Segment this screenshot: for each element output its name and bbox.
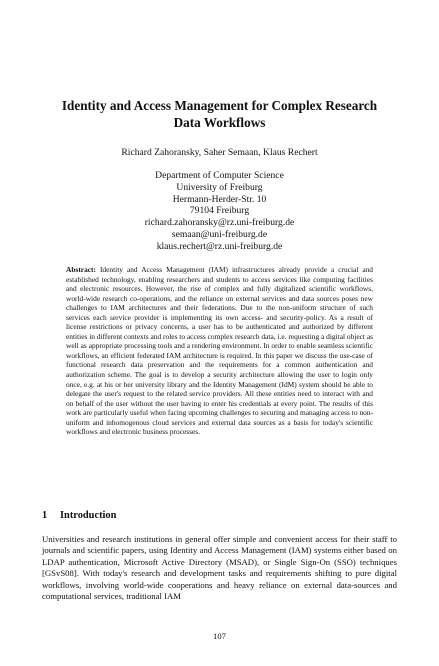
abstract-label: Abstract: <box>66 265 96 274</box>
affiliation-street: Hermann-Herder-Str. 10 <box>172 193 267 205</box>
section-title: Introduction <box>60 510 117 521</box>
author-email-rechert: klaus.rechert@rz.uni-freiburg.de <box>156 240 283 252</box>
page-number: 107 <box>213 631 226 641</box>
affiliation-university: University of Freiburg <box>176 181 263 193</box>
author-email-semaan: semaan@uni-freiburg.de <box>171 228 268 240</box>
author-list: Richard Zahoransky, Saher Semaan, Klaus Rechert <box>121 147 318 158</box>
affiliation-city: 79104 Freiburg <box>189 205 250 217</box>
body-paragraph: Universities and research institutions in general offer simple and convenient access for their staff to journals and scientific papers, using Identity and Access Management (IAM) systems either based on LDAP authentication, Microsoft Active Directory (MSAD), or Single Sign-On (SSO) techniques [GSvS08]. With today's research and development tasks and requirements shifting to pure digital workflows, involving world-wide cooperations and heavy reliance on external data-sources and computational services, traditional IAM <box>42 534 397 602</box>
abstract-text: Identity and Access Management (IAM) infrastructures already provide a crucial and established technology, enabling researchers and students to access services like computing facilities and electronic resources. However, the rise of complex and fully digitalized scientific workflows, world-wide research co-operations, and the reliance on external services and data sources poses new challenges to IAM architectures and their federations. Due to the non-uniform structure of such services each service provider is implementing its own access- and security-policy. As a result of license restrictions or privacy concerns, a user has to be authenticated and authorized by different entities in different contexts and roles to access complex research data, i.e. requesting a digital object as well as appropriate processing tools and a rendering environment. In order to enable seamless scientific workflows, an efficient federated IAM architecture is required. In this paper we discuss the use-case of functional research data preservation and the requirements for a common authentication and authorization scheme. The goal is to develop a security architecture allowing the user to login only once, e.g. at his or her university library and the Identity Management (IdM) system should be able to delegate the user's request to the related service providers. All these entities need to interact with and on behalf of the user without the user having to enter his credentials at every point. The results of this work are particularly useful when facing upcoming challenges to securing and managing access to non-uniform and inhomogenous cloud services and external data sources as a basis for today's scientific workflows and electronic business processes. <box>66 265 373 437</box>
abstract <box>66 265 373 437</box>
title-line-2: Data Workflows <box>173 115 266 130</box>
paper-title <box>40 97 399 131</box>
author-email-zahoransky: richard.zahoransky@rz.uni-freiburg.de <box>144 217 295 229</box>
section-heading <box>42 509 397 522</box>
affiliation-block <box>40 170 399 253</box>
affiliation-department: Department of Computer Science <box>155 170 284 181</box>
section-number: 1 <box>42 510 48 521</box>
title-line-1: Identity and Access Management for Complex Research <box>61 98 378 113</box>
